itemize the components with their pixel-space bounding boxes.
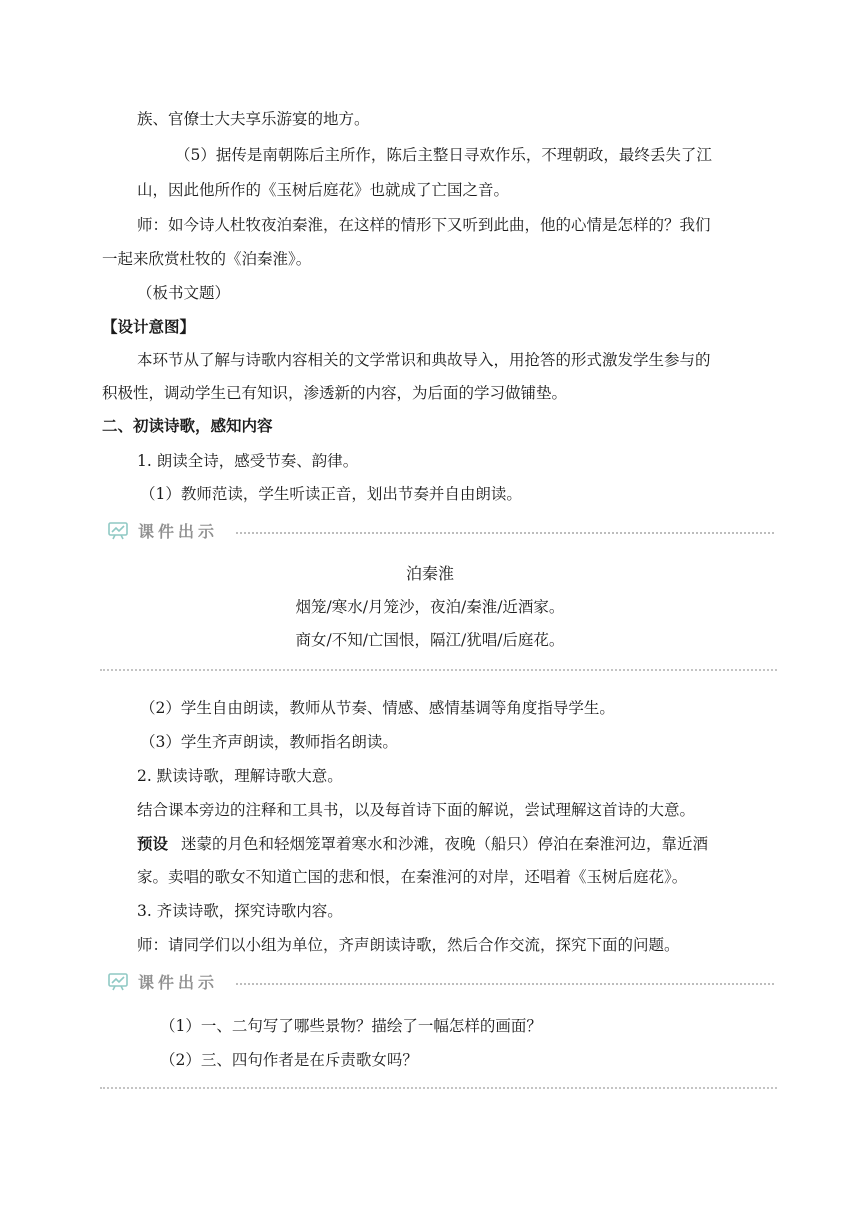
text-line: 族、官僚士大夫享乐游宴的地方。 bbox=[137, 110, 370, 128]
poem-line: 商女/不知/亡国恨，隔江/犹唱/后庭花。 bbox=[295, 631, 565, 649]
text-line: 师：请同学们以小组为单位，齐声朗读诗歌，然后合作交流，探究下面的问题。 bbox=[137, 936, 680, 954]
slideshow-chart-icon bbox=[108, 973, 128, 991]
text-line: （3）学生齐声朗读，教师指名朗读。 bbox=[140, 733, 398, 751]
preset-label: 预设 bbox=[137, 835, 169, 853]
text-line: 1. 朗读全诗，感受节奏、韵律。 bbox=[137, 452, 359, 470]
text-line: 家。卖唱的歌女不知道亡国的悲和恨，在秦淮河的对岸，还唱着《玉树后庭花》。 bbox=[137, 868, 688, 886]
courseware-banner bbox=[108, 521, 774, 543]
section-heading: 二、初读诗歌，感知内容 bbox=[102, 417, 273, 435]
question-line: （1）一、二句写了哪些景物？描绘了一幅怎样的画面？ bbox=[160, 1017, 542, 1035]
banner-label: 课件出示 bbox=[138, 522, 219, 541]
text-line: 3. 齐读诗歌，探究诗歌内容。 bbox=[137, 902, 343, 920]
text-line: （1）教师范读，学生听读正音，划出节奏并自由朗读。 bbox=[140, 485, 522, 503]
slideshow-chart-icon bbox=[108, 522, 128, 540]
dotted-divider bbox=[100, 669, 777, 671]
text-line: 积极性，调动学生已有知识，渗透新的内容，为后面的学习做铺垫。 bbox=[102, 384, 568, 402]
text-line: （5）据传是南朝陈后主所作，陈后主整日寻欢作乐，不理朝政，最终丢失了江 bbox=[175, 146, 712, 164]
dotted-divider bbox=[236, 983, 774, 985]
text-line: 师：如今诗人杜牧夜泊秦淮，在这样的情形下又听到此曲，他的心情是怎样的？我们 bbox=[137, 216, 711, 234]
courseware-banner bbox=[108, 972, 774, 994]
preset-line bbox=[137, 834, 708, 854]
question-line: （2）三、四句作者是在斥责歌女吗？ bbox=[160, 1051, 418, 1069]
text-line: （2）学生自由朗读，教师从节奏、情感、感情基调等角度指导学生。 bbox=[140, 699, 615, 717]
dotted-divider bbox=[236, 532, 774, 534]
section-heading: 【设计意图】 bbox=[102, 318, 196, 336]
text-line: （板书文题） bbox=[137, 284, 231, 302]
poem-title: 泊秦淮 bbox=[405, 564, 454, 583]
preset-text: 迷蒙的月色和轻烟笼罩着寒水和沙滩，夜晚（船只）停泊在秦淮河边，靠近酒 bbox=[180, 835, 708, 853]
text-line: 2. 默读诗歌，理解诗歌大意。 bbox=[137, 767, 343, 785]
dotted-divider bbox=[100, 1087, 777, 1089]
text-line: 山，因此他所作的《玉树后庭花》也就成了亡国之音。 bbox=[137, 181, 510, 199]
text-line: 本环节从了解与诗歌内容相关的文学常识和典故导入，用抢答的形式激发学生参与的 bbox=[137, 351, 711, 369]
banner-label: 课件出示 bbox=[138, 973, 219, 992]
text-line: 一起来欣赏杜牧的《泊秦淮》。 bbox=[102, 250, 312, 268]
text-line: 结合课本旁边的注释和工具书，以及每首诗下面的解说，尝试理解这首诗的大意。 bbox=[137, 801, 696, 819]
poem-line: 烟笼/寒水/月笼沙，夜泊/秦淮/近酒家。 bbox=[295, 598, 565, 616]
